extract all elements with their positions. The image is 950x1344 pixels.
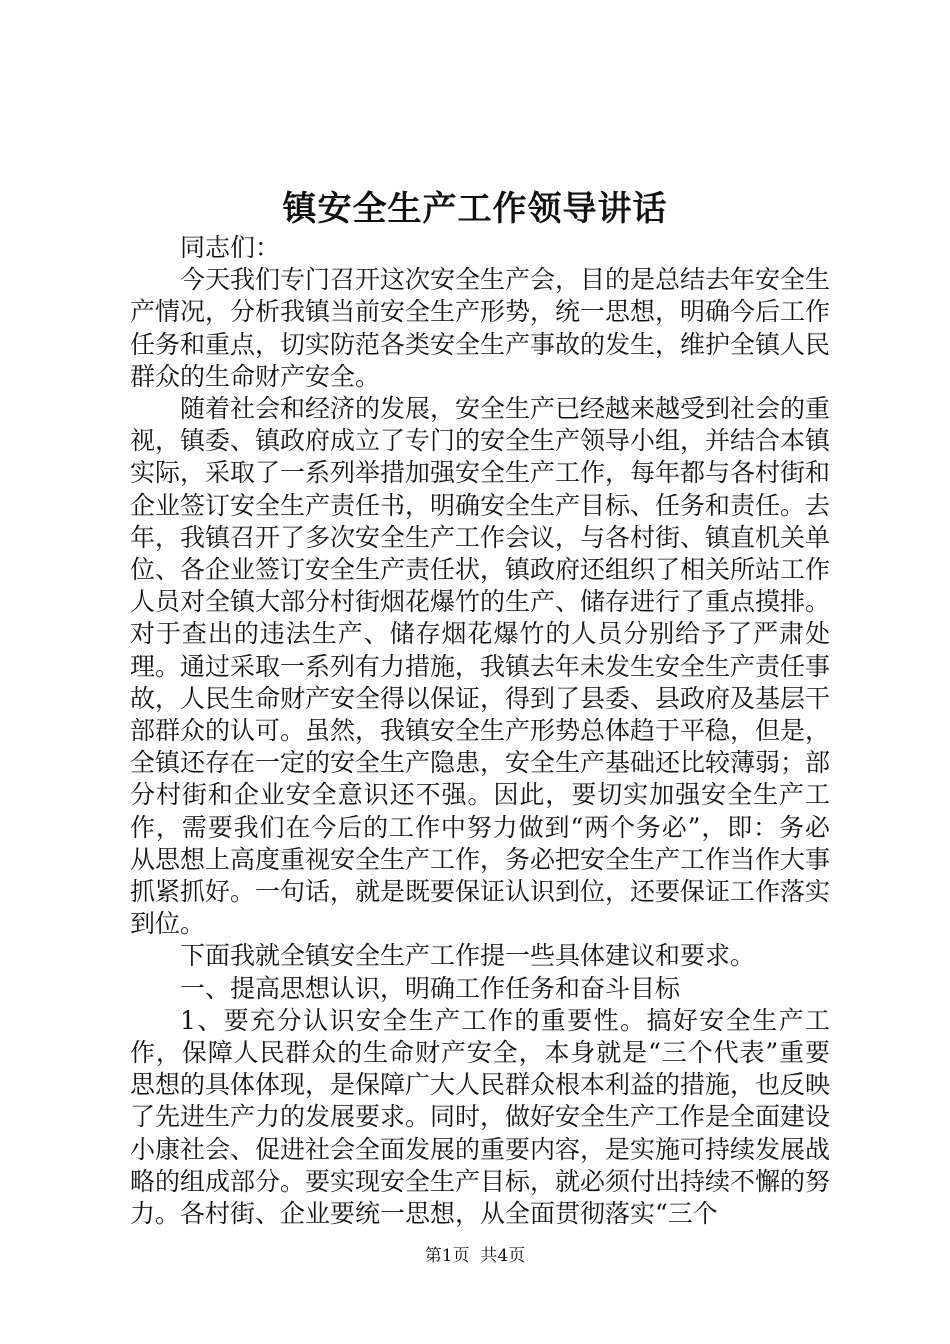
salutation-paragraph: 同志们： — [180, 233, 281, 262]
page-footer — [0, 1244, 950, 1268]
body-paragraph: 今天我们专门召开这次安全生产会，目的是总结去年安全生产情况，分析我镇当前安全生产形势，统一思想，明确今后工作任务和重点，切实防范各类安全生产事故的发生，维护全镇人民群众的生命财产安全。 — [130, 265, 831, 391]
body-paragraph: 1、要充分认识安全生产工作的重要性。搞好安全生产工作，保障人民群众的生命财产安全，本身就是“三个代表”重要思想的具体体现，是保障广大人民群众根本利益的措施，也反映了先进生产力的发展要求。同时，做好安全生产工作是全面建设小康社会、促进社会全面发展的重要内容，是实施可持续发展战略的组成部分。要实现安全生产目标，就必须付出持续不懈的努力。各村街、企业要统一思想，从全面贯彻落实“三个 — [130, 1005, 831, 1229]
section-heading: 一、提高思想认识，明确工作任务和奋斗目标 — [180, 973, 681, 1003]
document-title: 镇安全生产工作领导讲话 — [282, 189, 668, 229]
page-total: 共4页 — [480, 1246, 526, 1266]
body-paragraph: 下面我就全镇安全生产工作提一些具体建议和要求。 — [180, 941, 756, 971]
body-paragraph: 随着社会和经济的发展，安全生产已经越来越受到社会的重视，镇委、镇政府成立了专门的安全生产领导小组，并结合本镇实际，采取了一系列举措加强安全生产工作，每年都与各村街和企业签订安全生产责任书，明确安全生产目标、任务和责任。去年，我镇召开了多次安全生产工作会议，与各村街、镇直机关单位、各企业签订安全生产责任状，镇政府还组织了相关所站工作人员对全镇大部分村街烟花爆竹的生产、储存进行了重点摸排。对于查出的违法生产、储存烟花爆竹的人员分别给予了严肃处理。通过采取一系列有力措施，我镇去年未发生安全生产责任事故，人民生命财产安全得以保证，得到了县委、县政府及基层干部群众的认可。虽然，我镇安全生产形势总体趋于平稳，但是，全镇还存在一定的安全生产隐患，安全生产基础还比较薄弱；部分村街和企业安全意识还不强。因此，要切实加强安全生产工作，需要我们在今后的工作中努力做到“两个务必”，即：务必从思想上高度重视安全生产工作，务必把安全生产工作当作大事抓紧抓好。一句话，就是既要保证认识到位，还要保证工作落实到位。 — [130, 394, 831, 939]
document-body — [130, 232, 830, 1230]
page-number: 第1页 — [424, 1246, 470, 1266]
